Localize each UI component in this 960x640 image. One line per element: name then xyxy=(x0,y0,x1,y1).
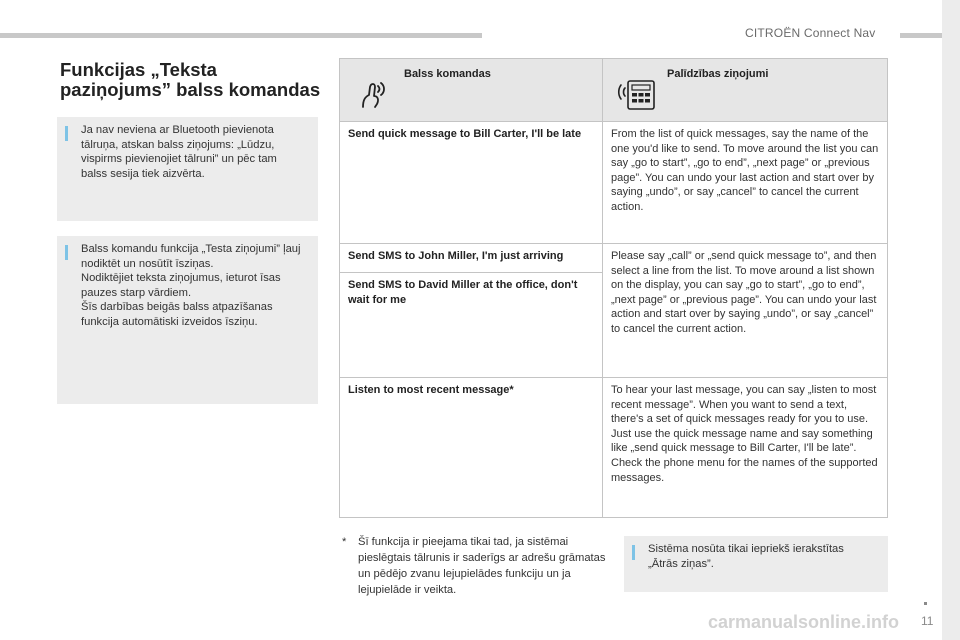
info-box-text: Sistēma nosūta tikai iepriekš ierakstītas „Ātrās ziņas”. xyxy=(648,543,844,570)
page-dot xyxy=(924,602,927,605)
footnote xyxy=(342,534,612,598)
voice-command-cell: Send SMS to David Miller at the office, don't wait for me xyxy=(340,273,603,378)
info-box-text: Ja nav neviena ar Bluetooth pievienota tālruņa, atskan balss ziņojums: „Lūdzu, vispirms pievienojiet tālruni” un pēc tam balss sesija tiek aizvērta. xyxy=(81,124,277,180)
table-row xyxy=(340,244,888,273)
footnote-marker: * xyxy=(342,536,347,548)
voice-commands-table xyxy=(339,58,888,518)
page-title: Funkcijas „Teksta paziņojums” balss komandas xyxy=(60,59,321,100)
table-header-help xyxy=(603,59,888,122)
info-box-text: Balss komandu funkcija „Testa ziņojumi” ļauj nodiktēt un nosūtīt īsziņas. Nodiktējiet teksta ziņojumus, ieturot īsas pauzes starp vārdiem. Šīs darbības beigās balss atpazīšanas funkcija automātiski izveidos īsziņu. xyxy=(81,243,301,328)
table-row xyxy=(340,122,888,244)
voice-help-icon xyxy=(617,73,657,113)
info-box-no-phone xyxy=(57,117,318,221)
help-message-cell: From the list of quick messages, say the name of the one you'd like to send. To move around the list you can say „go to start”, „go to end”, „next page” or „previous page”. You can undo your last action and start over by saying „undo”, or say „cancel” to cancel the current action. xyxy=(603,122,888,244)
watermark: carmanualsonline.info xyxy=(708,612,900,632)
info-box-quick-messages xyxy=(624,536,888,592)
header-rule-left xyxy=(0,33,482,38)
voice-command-icon xyxy=(354,73,394,113)
table-row xyxy=(340,378,888,518)
voice-command-cell: Send SMS to John Miller, I'm just arriving xyxy=(340,244,603,273)
voice-command-cell: Listen to most recent message* xyxy=(340,378,603,518)
info-marker-icon xyxy=(65,245,68,260)
help-message-cell: To hear your last message, you can say „listen to most recent message”. When you want to send a text, there's a set of quick messages ready for you to use. Just use the quick message name and say something like „send quick message to Bill Carter, I'll be late”. Check the phone menu for the names of the supported messages. xyxy=(603,378,888,518)
page-edge-strip xyxy=(942,0,960,640)
footnote-text: Šī funkcija ir pieejama tikai tad, ja sistēmai pieslēgtais tālrunis ir saderīgs ar adrešu grāmatas un pēdējo zvanu lejupielādes funkciju un ja lejupielāde ir veikta. xyxy=(358,536,606,596)
help-header-label: Palīdzības ziņojumi xyxy=(667,68,769,80)
info-box-sms-dictation xyxy=(57,236,318,404)
commands-header-label: Balss komandas xyxy=(404,68,491,80)
voice-command-cell: Send quick message to Bill Carter, I'll be late xyxy=(340,122,603,244)
brand-title: CITROËN Connect Nav xyxy=(745,26,876,40)
page-number: 11 xyxy=(921,614,934,628)
info-marker-icon xyxy=(632,545,635,560)
table-header-commands xyxy=(340,59,603,122)
help-message-cell: Please say „call” or „send quick message to”, and then select a line from the list. To move around a list shown on the display, you can say „go to start”, „go to end”, „next page” or „previous page”. You can undo your last action and start over by saying „undo”, or say „cancel” to cancel the current action. xyxy=(603,244,888,378)
info-marker-icon xyxy=(65,126,68,141)
